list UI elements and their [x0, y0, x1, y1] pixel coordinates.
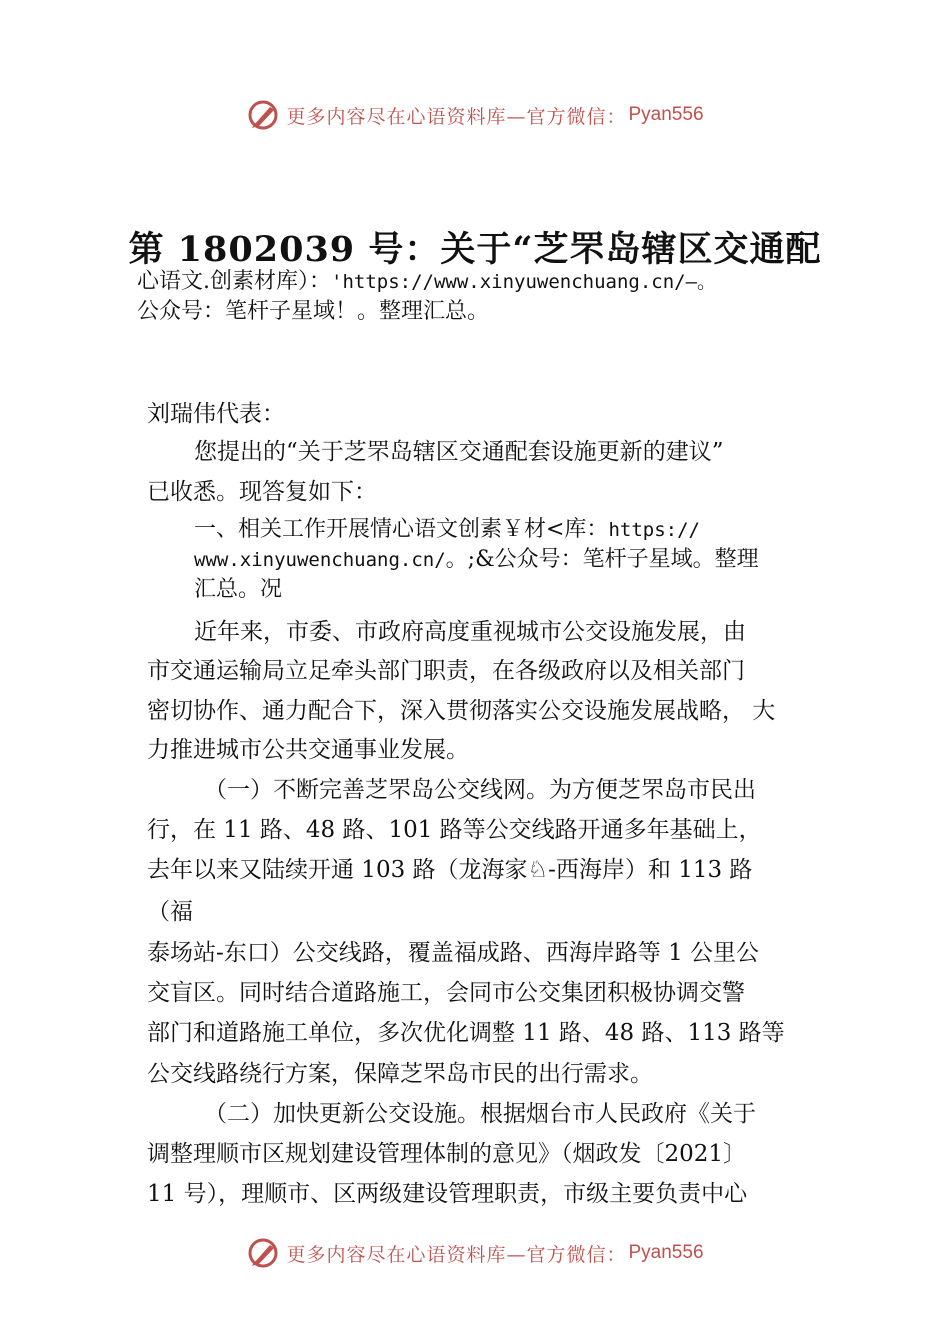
section-heading-line-2: www.xinyuwenchuang.cn/。;&公众号：笔杆子星域。整理: [194, 547, 759, 572]
pen-logo-icon: [246, 98, 280, 132]
pen-logo-icon: [246, 1236, 280, 1270]
body-line: 行，在 11 路、48 路、101 路等公交线路开通多年基础上，: [147, 817, 762, 843]
body-line: 11 号），理顺市、区两级建设管理职责，市级主要负责中心: [147, 1181, 748, 1207]
body-line: （一）不断完善芝罘岛公交线网。为方便芝罘岛市民出: [204, 777, 756, 803]
watermark-id: Pyan556: [628, 104, 704, 125]
body-line: 已收悉。现答复如下：: [147, 479, 377, 505]
section-heading-line-1: 一、相关工作开展情心语文创素￥材<库：https://: [194, 517, 700, 542]
body-line: 市交通运输局立足牵头部门职责，在各级政府以及相关部门: [147, 658, 745, 684]
watermark-text: 更多内容尽在心语资料库—官方微信：: [286, 1243, 627, 1266]
watermark-text: 更多内容尽在心语资料库—官方微信：: [286, 105, 627, 128]
page-title: 第 1802039 号：关于“芝罘岛辖区交通配: [128, 229, 822, 270]
body-line: 近年来，市委、市政府高度重视城市公交设施发展，由: [194, 619, 746, 645]
watermark-top: [0, 95, 950, 135]
body-line: 您提出的“关于芝罘岛辖区交通配套设施更新的建议”: [194, 439, 724, 465]
watermark-bottom: [0, 1233, 950, 1273]
body-line: 密切协作、通力配合下，深入贯彻落实公交设施发展战略， 大: [147, 698, 776, 724]
header-note-line-2: 公众号：笔杆子星域！。整理汇总。: [137, 299, 490, 324]
watermark-id: Pyan556: [628, 1242, 704, 1263]
body-line: 泰场站-东口）公交线路，覆盖福成路、西海岸路等 1 公里公: [147, 940, 760, 966]
body-line: 公交线路绕行方案，保障芝罘岛市民的出行需求。: [147, 1061, 653, 1087]
body-line: 去年以来又陆续开通 103 路（龙海家♘-西海岸）和 113 路: [147, 857, 753, 883]
body-line: 力推进城市公共交通事业发展。: [147, 737, 469, 763]
salutation: 刘瑞伟代表：: [147, 401, 285, 427]
body-line: （福: [147, 899, 193, 925]
body-line: 调整理顺市区规划建设管理体制的意见》（烟政发〔2021〕: [147, 1141, 747, 1167]
header-note-line-1: 心语文.创素材库）：'https://www.xinyuwenchuang.cn/—。: [137, 269, 717, 294]
body-line: （二）加快更新公交设施。根据烟台市人民政府《关于: [204, 1101, 756, 1127]
section-heading-line-3: 汇总。况: [194, 577, 283, 602]
body-line: 交盲区。同时结合道路施工，会同市公交集团积极协调交警: [147, 980, 745, 1006]
body-line: 部门和道路施工单位，多次优化调整 11 路、48 路、113 路等: [147, 1020, 785, 1046]
